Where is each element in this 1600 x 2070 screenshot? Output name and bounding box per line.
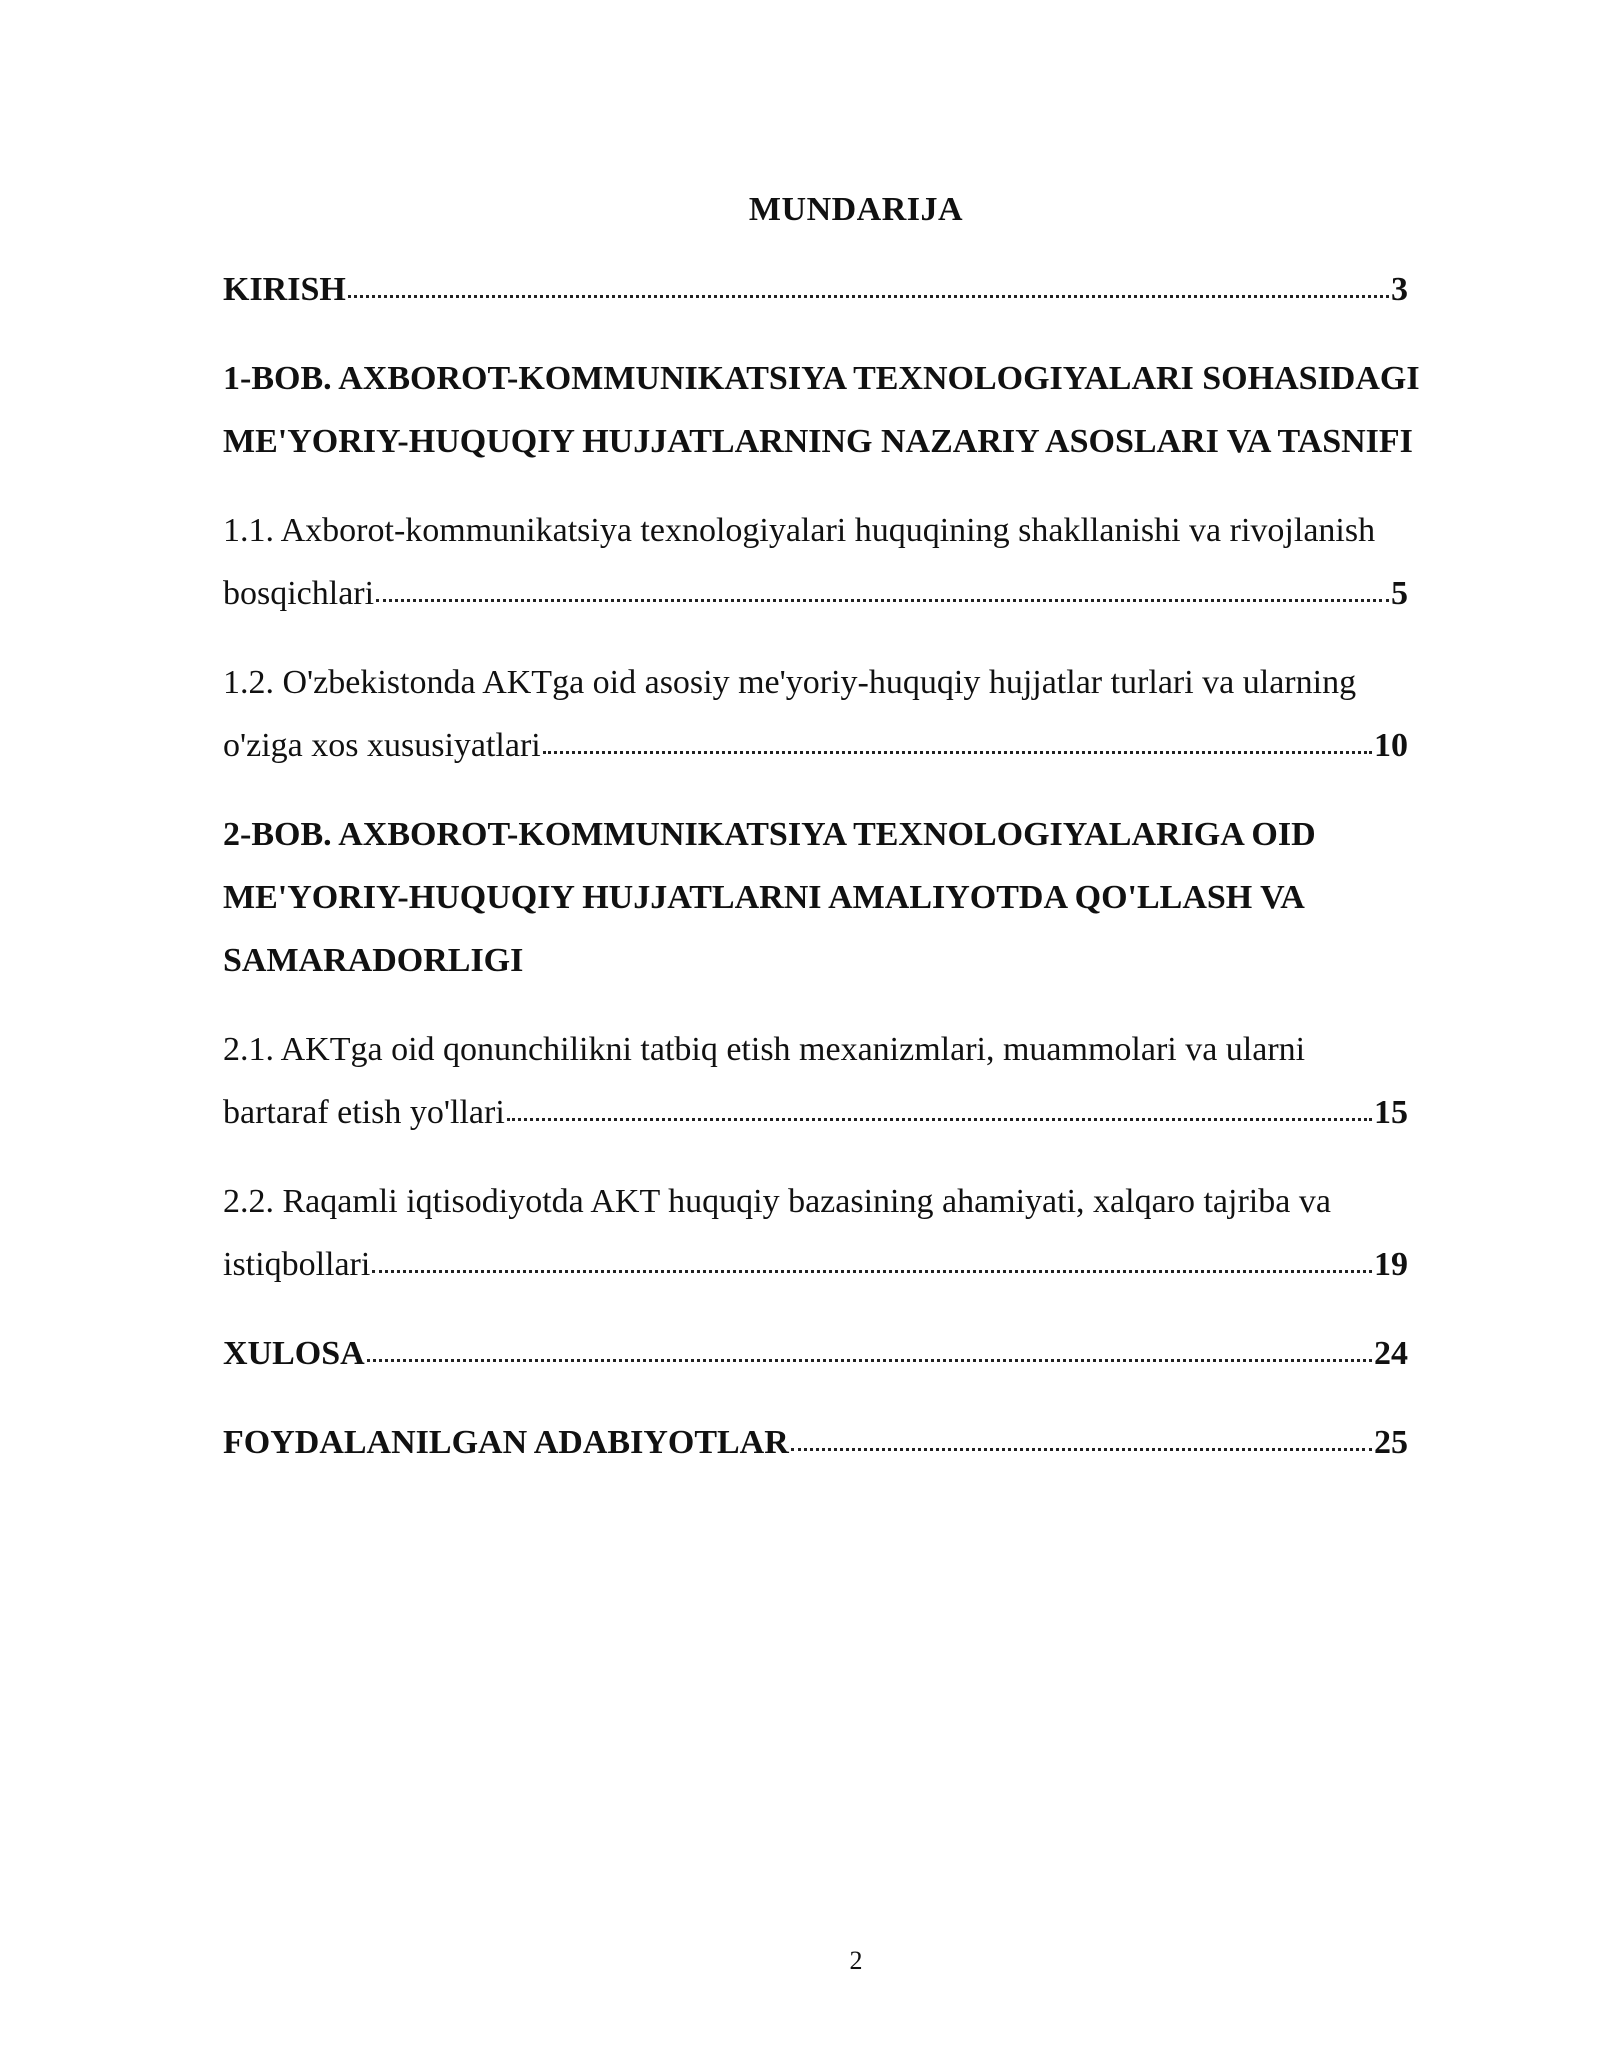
toc-section-label-continued: bosqichlari — [223, 575, 375, 612]
toc-section-1-2[interactable] — [223, 651, 1466, 777]
toc-page-number: 5 — [1391, 575, 1408, 612]
toc-page-number: 25 — [1374, 1424, 1408, 1461]
toc-page-number: 24 — [1374, 1335, 1408, 1372]
toc-section-1-1[interactable] — [223, 499, 1466, 625]
dot-leader — [507, 1118, 1372, 1121]
toc-chapter-label: 2-BOB. AXBOROT-KOMMUNIKATSIYA TEXNOLOGIYALARIGA OID ME'YORIY-HUQUQIY HUJJATLARNI AMALIYOTDA QO'LLASH VA SAMARADORLIGI — [223, 816, 1316, 979]
toc-entry-label: KIRISH — [223, 271, 346, 308]
toc-section-label: 2.2. Raqamli iqtisodiyotda AKT huquqiy bazasining ahamiyati, xalqaro tajriba va — [223, 1183, 1331, 1220]
dot-leader — [367, 1359, 1372, 1362]
toc-entry-kirish[interactable] — [223, 258, 1466, 321]
toc-section-label-continued: istiqbollari — [223, 1246, 371, 1283]
toc-page-number: 10 — [1374, 727, 1408, 764]
toc-entry-adabiyotlar[interactable] — [223, 1411, 1466, 1474]
toc-title: MUNDARIJA — [748, 191, 964, 228]
toc-entry-label: XULOSA — [223, 1335, 365, 1372]
dot-leader — [543, 751, 1372, 754]
page-number: 2 — [849, 1946, 863, 1975]
toc-page-number: 19 — [1374, 1246, 1408, 1283]
table-of-contents — [223, 258, 1466, 1474]
toc-section-label: 2.1. AKTga oid qonunchilikni tatbiq etish mexanizmlari, muammolari va ularni — [223, 1031, 1306, 1068]
dot-leader — [348, 295, 1389, 298]
toc-section-label-continued: o'ziga xos xususiyatlari — [223, 727, 541, 764]
toc-chapter-1[interactable] — [223, 347, 1423, 473]
toc-entry-label: FOYDALANILGAN ADABIYOTLAR — [223, 1424, 789, 1461]
dot-leader — [376, 599, 1389, 602]
toc-page-number: 15 — [1374, 1094, 1408, 1131]
toc-section-2-1[interactable] — [223, 1018, 1466, 1144]
toc-section-label-continued: bartaraf etish yo'llari — [223, 1094, 505, 1131]
toc-chapter-label: 1-BOB. AXBOROT-KOMMUNIKATSIYA TEXNOLOGIYALARI SOHASIDAGI ME'YORIY-HUQUQIY HUJJATLARNING NAZARIY ASOSLARI VA TASNIFI — [223, 360, 1420, 460]
toc-entry-xulosa[interactable] — [223, 1322, 1466, 1385]
dot-leader — [791, 1448, 1372, 1451]
dot-leader — [372, 1270, 1372, 1273]
toc-section-label: 1.2. O'zbekistonda AKTga oid asosiy me'yoriy-huquqiy hujjatlar turlari va ularning — [223, 664, 1357, 701]
toc-section-label: 1.1. Axborot-kommunikatsiya texnologiyalari huquqining shakllanishi va rivojlanish — [223, 512, 1376, 549]
toc-chapter-2[interactable] — [223, 803, 1423, 992]
toc-page-number: 3 — [1391, 271, 1408, 308]
toc-section-2-2[interactable] — [223, 1170, 1466, 1296]
